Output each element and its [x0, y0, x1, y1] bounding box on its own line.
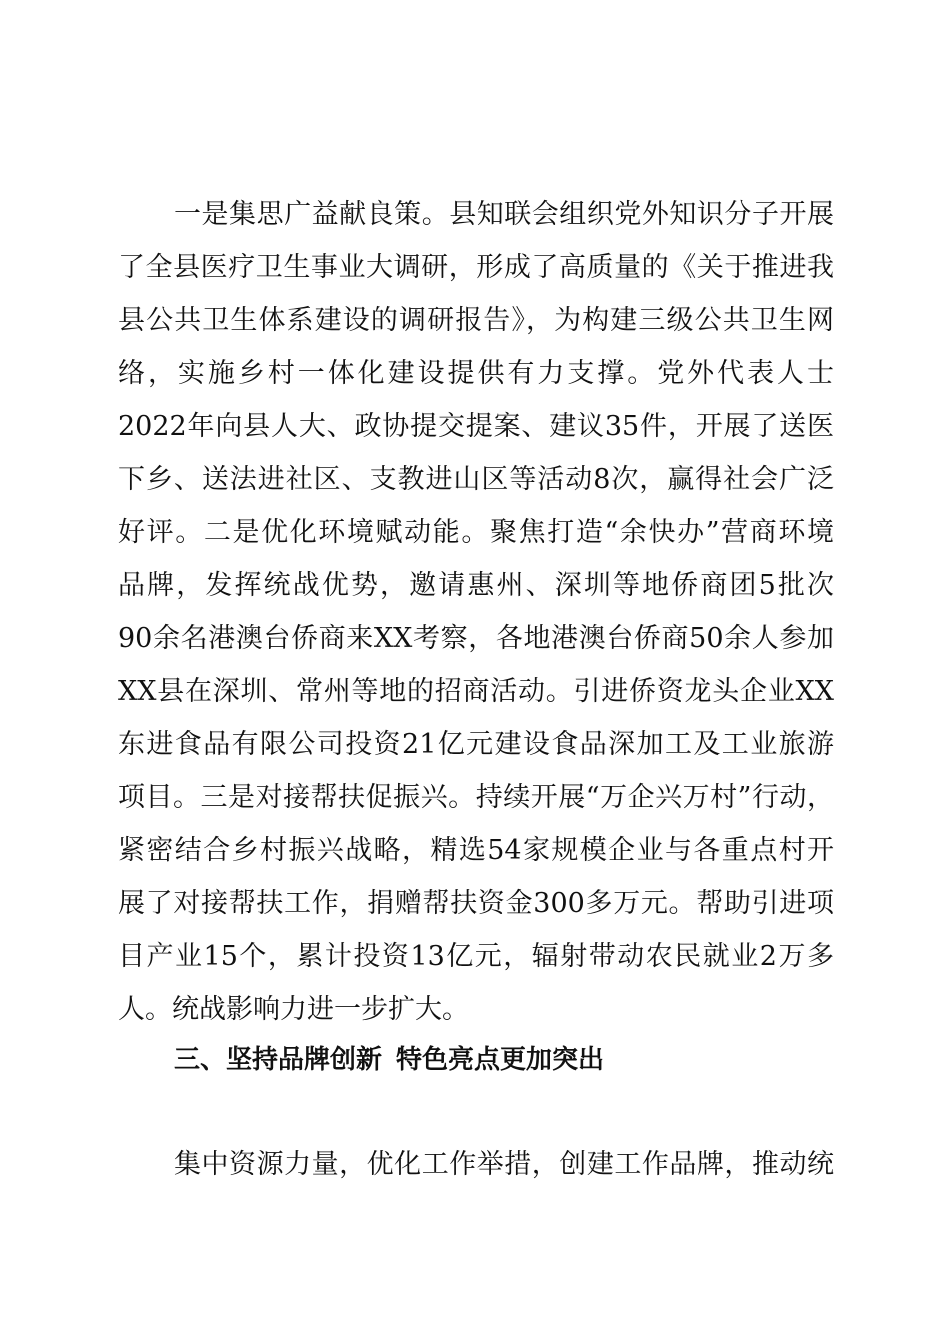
paragraph-line: 下乡、送法进社区、支教进山区等活动8次，赢得社会广泛: [118, 464, 834, 495]
paragraph-line: 紧密结合乡村振兴战略，精选54家规模企业与各重点村开: [118, 835, 834, 866]
paragraph-line: 90余名港澳台侨商来XX考察，各地港澳台侨商50余人参加: [118, 623, 834, 654]
paragraph-line: 县公共卫生体系建设的调研报告》，为构建三级公共卫生网: [118, 305, 834, 336]
paragraph-line: 了全县医疗卫生事业大调研，形成了高质量的《关于推进我: [118, 252, 834, 283]
paragraph-line: 展了对接帮扶工作，捐赠帮扶资金300多万元。帮助引进项: [118, 888, 834, 919]
paragraph-line: 集中资源力量，优化工作举措，创建工作品牌，推动统: [174, 1149, 834, 1180]
paragraph-line: 2022年向县人大、政协提交提案、建议35件，开展了送医: [118, 411, 834, 442]
paragraph-line: 好评。二是优化环境赋动能。聚焦打造“余快办”营商环境: [118, 517, 834, 548]
paragraph-line: 品牌，发挥统战优势，邀请惠州、深圳等地侨商团5批次: [118, 570, 834, 601]
paragraph-line: 项目。三是对接帮扶促振兴。持续开展“万企兴万村”行动，: [118, 782, 834, 813]
paragraph-line: XX县在深圳、常州等地的招商活动。引进侨资龙头企业XX: [118, 676, 834, 707]
paragraph-line: 络，实施乡村一体化建设提供有力支撑。党外代表人士: [118, 358, 834, 389]
paragraph-line: 一是集思广益献良策。县知联会组织党外知识分子开展: [174, 199, 834, 230]
paragraph-line: 目产业15个，累计投资13亿元，辐射带动农民就业2万多: [118, 941, 834, 972]
paragraph-line: 东进食品有限公司投资21亿元建设食品深加工及工业旅游: [118, 729, 834, 760]
paragraph-line: 人。统战影响力进一步扩大。: [118, 994, 469, 1025]
section-heading-subtitle: 特色亮点更加突出: [396, 1045, 605, 1075]
section-heading: [174, 1040, 604, 1080]
section-heading-title: 三、坚持品牌创新: [174, 1045, 383, 1075]
